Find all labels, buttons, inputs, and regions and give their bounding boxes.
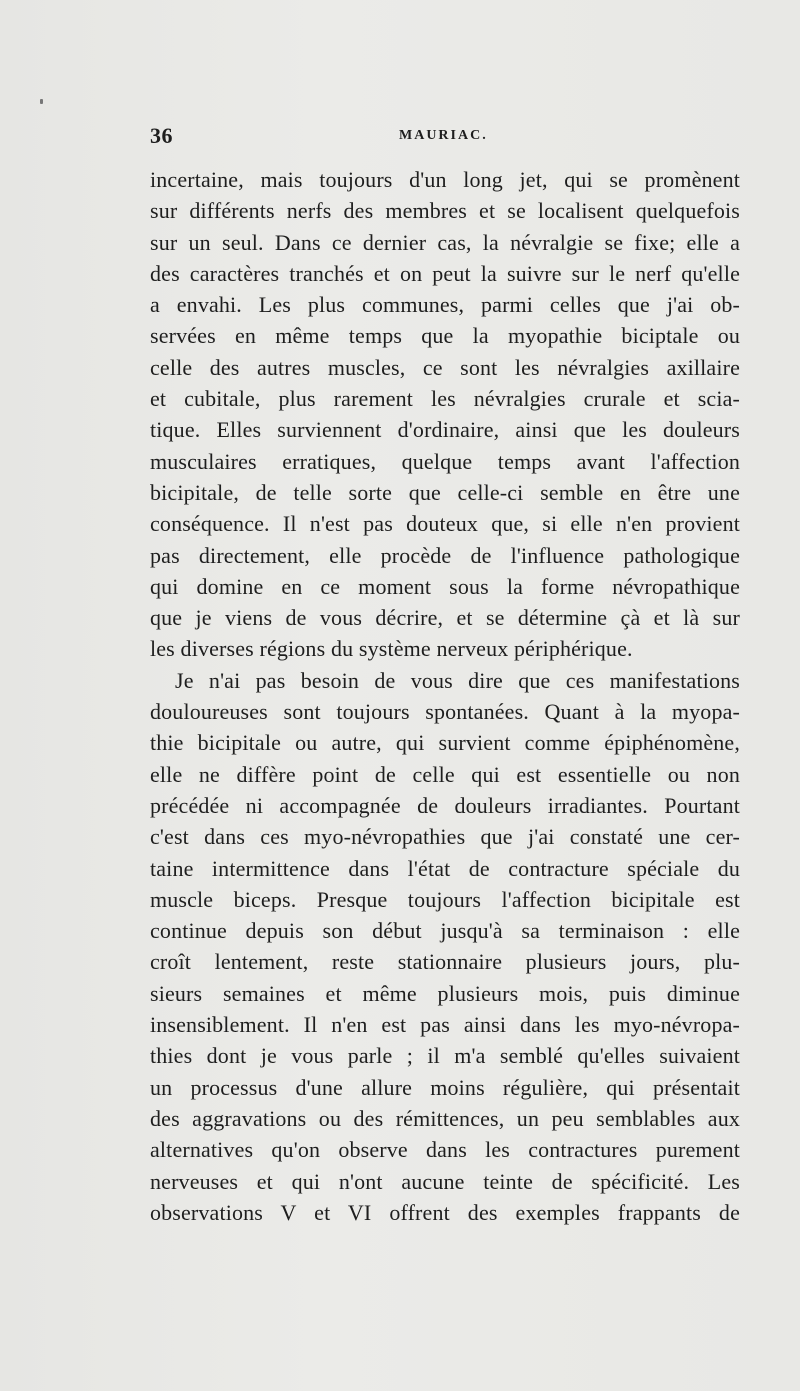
text-line: bicipitale, de telle sorte que celle-ci semble en être une bbox=[150, 479, 740, 505]
text-line: sur différents nerfs des membres et se localisent quelquefois bbox=[150, 198, 740, 224]
text-line: c'est dans ces myo-névropathies que j'ai constaté une cer- bbox=[150, 824, 740, 850]
text-line: elle ne diffère point de celle qui est essentielle ou non bbox=[150, 761, 740, 787]
body-text bbox=[150, 164, 740, 1228]
text-line: musculaires erratiques, quelque temps avant l'affection bbox=[150, 448, 740, 474]
paper-speck bbox=[40, 99, 43, 104]
text-line: qui domine en ce moment sous la forme névropathique bbox=[150, 573, 740, 599]
text-line: continue depuis son début jusqu'à sa terminaison : elle bbox=[150, 918, 740, 944]
running-head: MAURIAC. bbox=[399, 128, 488, 143]
text-line: douloureuses sont toujours spontanées. Quant à la myopa- bbox=[150, 699, 740, 725]
text-line: précédée ni accompagnée de douleurs irradiantes. Pourtant bbox=[150, 792, 740, 818]
text-line: et cubitale, plus rarement les névralgies crurale et scia- bbox=[150, 386, 740, 412]
page-number: 36 bbox=[150, 123, 173, 148]
text-line: celle des autres muscles, ce sont les névralgies axillaire bbox=[150, 354, 740, 380]
text-line: nerveuses et qui n'ont aucune teinte de spécificité. Les bbox=[150, 1168, 740, 1194]
text-line: incertaine, mais toujours d'un long jet, qui se promènent bbox=[150, 167, 740, 192]
paragraph-last-line: les diverses régions du système nerveux périphérique. bbox=[150, 636, 633, 662]
text-line: tique. Elles surviennent d'ordinaire, ainsi que les douleurs bbox=[150, 417, 740, 443]
text-line: que je viens de vous décrire, et se détermine çà et là sur bbox=[150, 605, 740, 631]
text-line: un processus d'une allure moins régulière, qui présentait bbox=[150, 1074, 740, 1100]
text-line: servées en même temps que la myopathie biciptale ou bbox=[150, 323, 740, 349]
text-line: thies dont je vous parle ; il m'a semblé qu'elles suivaient bbox=[150, 1043, 740, 1069]
text-line: sur un seul. Dans ce dernier cas, la névralgie se fixe; elle a bbox=[150, 229, 740, 255]
text-line: observations V et VI offrent des exemples frappants de bbox=[150, 1199, 740, 1225]
text-line: sieurs semaines et même plusieurs mois, puis diminue bbox=[150, 980, 740, 1006]
text-line: pas directement, elle procède de l'influence pathologique bbox=[150, 542, 740, 568]
text-line: alternatives qu'on observe dans les contractures purement bbox=[150, 1137, 740, 1163]
text-line: des caractères tranchés et on peut la suivre sur le nerf qu'elle bbox=[150, 260, 740, 286]
text-line: des aggravations ou des rémittences, un peu semblables aux bbox=[150, 1105, 740, 1131]
text-line: croît lentement, reste stationnaire plusieurs jours, plu- bbox=[150, 949, 740, 975]
text-line: insensiblement. Il n'en est pas ainsi dans les myo-névropa- bbox=[150, 1012, 740, 1038]
text-line: muscle biceps. Presque toujours l'affection bicipitale est bbox=[150, 886, 740, 912]
text-line: conséquence. Il n'est pas douteux que, si elle n'en provient bbox=[150, 511, 740, 537]
text-line: taine intermittence dans l'état de contracture spéciale du bbox=[150, 855, 740, 881]
text-line: a envahi. Les plus communes, parmi celles que j'ai ob- bbox=[150, 292, 740, 318]
paragraph-first-line: Je n'ai pas besoin de vous dire que ces manifestations bbox=[175, 667, 740, 693]
text-line: thie bicipitale ou autre, qui survient comme épiphénomène, bbox=[150, 730, 740, 756]
